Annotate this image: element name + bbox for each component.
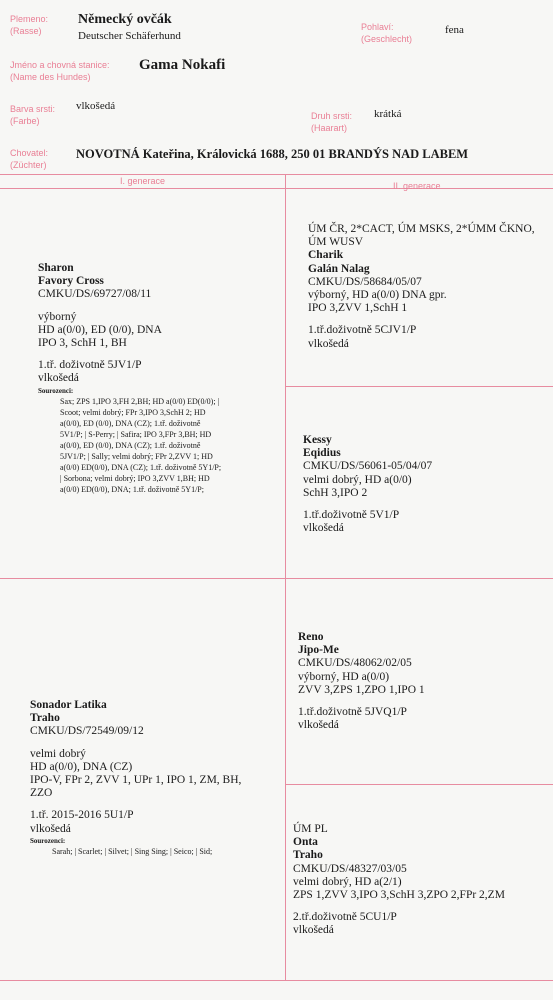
dog-name: Gama Nokafi	[139, 57, 226, 73]
sire-entry	[38, 262, 278, 495]
sire-exams: IPO 3, SchH 1, BH	[38, 337, 127, 350]
coat-value: krátká	[374, 108, 402, 120]
sibling-line: | Sorbona; velmi dobrý; IPO 3,ZVV 1,BH; HD	[60, 473, 210, 483]
sire-sire-entry	[308, 223, 553, 351]
sire-color: vlkošedá	[38, 372, 79, 385]
sire-dam-exams: SchH 3,IPO 2	[303, 486, 368, 499]
sire-sire-color: vlkošedá	[308, 337, 349, 350]
dam-sire-name: Reno	[298, 631, 324, 643]
dam-sire-color: vlkošedá	[298, 719, 339, 732]
dam-dam-rating: velmi dobrý, HD a(2/1)	[293, 875, 402, 888]
sire-dam-registration: CMKU/DS/56061-05/04/07	[303, 460, 433, 473]
sibling-line: Sax; ZPS 1,IPO 3,FH 2,BH; HD a(0/0) ED(0/0); |	[60, 396, 220, 406]
sire-sire-name: Charik	[308, 249, 344, 262]
sire-sire-registration: CMKU/DS/58684/05/07	[308, 275, 422, 288]
dam-exams: IPO-V, FPr 2, ZVV 1, UPr 1, IPO 1, ZM, BH,	[30, 774, 242, 787]
dam-kennel: Traho	[30, 712, 60, 725]
sire-dam-kennel: Eqidius	[303, 447, 341, 460]
dam-dam-registration: CMKU/DS/48327/03/05	[293, 862, 407, 875]
dam-dam-titles: ÚM PL	[293, 823, 328, 835]
sire-sire-rating: výborný, HD a(0/0) DNA gpr.	[308, 289, 447, 302]
sire-dam-name: Kessy	[303, 434, 332, 446]
generation-2-heading: II. generace	[393, 181, 441, 191]
sire-parents-divider	[285, 386, 553, 387]
sibling-line: Scoot; velmi dobrý; FPr 3,IPO 3,SchH 2; HD	[60, 407, 206, 417]
dam-health: HD a(0/0), DNA (CZ)	[30, 760, 133, 773]
sibling-line: a(0/0), ED (0/0), DNA (CZ); 1.tř. doživotně	[60, 418, 201, 428]
dam-registration: CMKU/DS/72549/09/12	[30, 725, 144, 738]
color-label: Barva srsti: (Farbe)	[10, 104, 56, 126]
sire-dam-entry	[303, 434, 548, 535]
breeder-label: Chovatel: (Züchter)	[10, 148, 49, 170]
breed-name-cz: Německý ovčák	[78, 12, 172, 27]
dam-breeding-class: 1.tř. 2015-2016 5U1/P	[30, 809, 134, 822]
sibling-line: a(0/0) ED(0/0), DNA; 1.tř. doživotně 5Y1/P;	[60, 484, 204, 494]
sire-dam-divider	[0, 578, 553, 579]
sire-sire-titles-cont: ÚM WUSV	[308, 236, 364, 249]
dam-sire-kennel: Jipo-Me	[298, 644, 339, 657]
name-label: Jméno a chovná stanice: (Name des Hundes)	[10, 60, 110, 82]
sire-siblings	[38, 396, 278, 495]
sire-sire-exams: IPO 3,ZVV 1,SchH 1	[308, 302, 408, 315]
sire-sire-kennel: Galán Nalag	[308, 262, 370, 275]
header-divider	[0, 174, 553, 175]
sibling-line: a(0/0) ED(0/0), DNA (CZ); 1.tř. doživotně 5Y1/P;	[60, 462, 222, 472]
sire-health: HD a(0/0), ED (0/0), DNA	[38, 323, 162, 336]
dam-dam-color: vlkošedá	[293, 924, 334, 937]
generation-row-divider	[0, 188, 553, 189]
coat-label: Druh srsti: (Haarart)	[311, 111, 353, 133]
dam-parents-divider	[285, 784, 553, 785]
dam-entry	[30, 699, 280, 857]
sex-value: fena	[445, 24, 464, 36]
sex-label: Pohlaví: (Geschlecht)	[361, 22, 413, 44]
generation-1-heading: I. generace	[120, 176, 166, 186]
sibling-line: 5JV1/P; | Sally; velmi dobrý; FPr 2,ZVV 1; HD	[60, 451, 213, 461]
dam-dam-exams: ZPS 1,ZVV 3,IPO 3,SchH 3,ZPO 2,FPr 2,ZM	[293, 889, 505, 902]
breed-label: Plemeno: (Rasse)	[10, 14, 49, 36]
sire-sire-breeding-class: 1.tř.doživotně 5CJV1/P	[308, 324, 417, 337]
color-value: vlkošedá	[76, 100, 116, 112]
sibling-line: 5V1/P; | S-Perry; | Safira; IPO 3,FPr 3,BH; HD	[60, 429, 212, 439]
dam-sire-rating: výborný, HD a(0/0)	[298, 670, 390, 683]
breeder-value: NOVOTNÁ Kateřina, Královická 1688, 250 01 BRANDÝS NAD LABEM	[76, 147, 469, 161]
sire-dam-color: vlkošedá	[303, 522, 344, 535]
sire-rating: výborný	[38, 310, 77, 323]
dam-siblings: Sarah; | Scarlet; | Silvet; | Sing Sing; | Seico; | Sid;	[52, 846, 213, 856]
sire-kennel: Favory Cross	[38, 275, 104, 288]
dam-color: vlkošedá	[30, 822, 71, 835]
dam-dam-kennel: Traho	[293, 849, 323, 862]
dam-sire-entry	[298, 631, 548, 732]
footer-divider	[0, 980, 553, 981]
dam-sire-exams: ZVV 3,ZPS 1,ZPO 1,IPO 1	[298, 683, 425, 696]
dam-name: Sonador Latika	[30, 699, 107, 711]
dam-dam-name: Onta	[293, 836, 318, 849]
dam-dam-breeding-class: 2.tř.doživotně 5CU1/P	[293, 911, 397, 924]
sire-name: Sharon	[38, 262, 74, 274]
dam-dam-entry	[293, 823, 551, 938]
sire-breeding-class: 1.tř. doživotně 5JV1/P	[38, 359, 142, 372]
sibling-line: a(0/0), ED (0/0), DNA (CZ); 1.tř. doživotně	[60, 440, 201, 450]
generation-column-divider	[285, 174, 286, 980]
dam-sire-breeding-class: 1.tř.doživotně 5JVQ1/P	[298, 706, 407, 719]
sire-siblings-title: Sourozenci:	[38, 386, 74, 395]
sire-registration: CMKU/DS/69727/08/11	[38, 288, 152, 301]
sire-sire-titles: ÚM ČR, 2*CACT, ÚM MSKS, 2*ÚMM ČKNO,	[308, 223, 535, 235]
dam-siblings-title: Sourozenci:	[30, 836, 66, 845]
dam-rating: velmi dobrý	[30, 747, 86, 760]
sire-dam-breeding-class: 1.tř.doživotně 5V1/P	[303, 509, 400, 522]
sire-dam-rating: velmi dobrý, HD a(0/0)	[303, 473, 412, 486]
dam-sire-registration: CMKU/DS/48062/02/05	[298, 657, 412, 670]
breed-name-de: Deutscher Schäferhund	[78, 30, 181, 42]
dam-exams-cont: ZZO	[30, 787, 53, 800]
